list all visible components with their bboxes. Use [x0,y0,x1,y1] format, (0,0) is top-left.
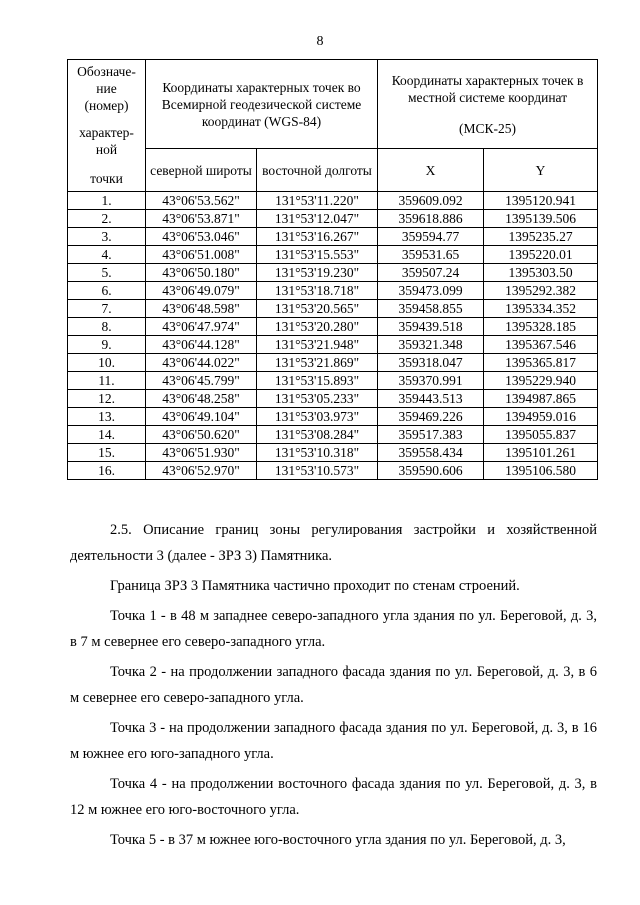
coordinates-table [67,59,598,480]
cell-x: 359321.348 [378,336,484,354]
cell-x: 359469.226 [378,408,484,426]
cell-x: 359473.099 [378,282,484,300]
cell-x: 359507.24 [378,264,484,282]
table-row [68,354,598,372]
cell-x: 359531.65 [378,246,484,264]
table-row [68,444,598,462]
cell-n: 13. [68,408,146,426]
cell-x: 359590.606 [378,462,484,480]
table-row [68,318,598,336]
table-row [68,192,598,210]
cell-n: 10. [68,354,146,372]
cell-lon: 131°53'05.233" [257,390,378,408]
cell-x: 359609.092 [378,192,484,210]
cell-x: 359618.886 [378,210,484,228]
cell-y: 1395334.352 [484,300,598,318]
cell-x: 359370.991 [378,372,484,390]
cell-y: 1395235.27 [484,228,598,246]
table-row [68,228,598,246]
paragraph: Точка 1 - в 48 м западнее северо-западного угла здания по ул. Береговой, д. 3, в 7 м севернее его северо-западного угла. [70,608,597,650]
cell-lon: 131°53'18.718" [257,282,378,300]
cell-lon: 131°53'21.948" [257,336,378,354]
cell-n: 6. [68,282,146,300]
cell-y: 1394959.016 [484,408,598,426]
cell-y: 1395139.506 [484,210,598,228]
cell-n: 1. [68,192,146,210]
header-designation [68,60,146,192]
cell-lon: 131°53'12.047" [257,210,378,228]
header-msk25-title: Координаты характерных точек в местной системе координат [391,72,584,105]
header-designation-line: Обозначе- [77,64,136,79]
cell-lat: 43°06'53.562" [146,192,257,210]
cell-lat: 43°06'47.974" [146,318,257,336]
cell-n: 15. [68,444,146,462]
cell-y: 1395328.185 [484,318,598,336]
cell-y: 1395055.837 [484,426,598,444]
coordinates-table-body [68,192,598,480]
cell-lon: 131°53'21.869" [257,354,378,372]
cell-lon: 131°53'20.280" [257,318,378,336]
cell-lon: 131°53'03.973" [257,408,378,426]
table-row [68,390,598,408]
cell-lon: 131°53'10.573" [257,462,378,480]
cell-lat: 43°06'51.930" [146,444,257,462]
section-heading-paragraph: 2.5. Описание границ зоны регулирования застройки и хозяйственной деятельности 3 (далее - ЗРЗ 3) Памятника. [70,522,597,564]
cell-lat: 43°06'53.871" [146,210,257,228]
cell-y: 1395101.261 [484,444,598,462]
cell-n: 16. [68,462,146,480]
cell-n: 14. [68,426,146,444]
cell-x: 359458.855 [378,300,484,318]
cell-lon: 131°53'08.284" [257,426,378,444]
header-north-latitude: северной широты [146,149,257,192]
cell-lon: 131°53'15.553" [257,246,378,264]
paragraph: Точка 4 - на продолжении восточного фасада здания по ул. Береговой, д. 3, в 12 м южнее его юго-восточного угла. [70,776,597,818]
cell-x: 359594.77 [378,228,484,246]
cell-lon: 131°53'19.230" [257,264,378,282]
paragraph: Точка 5 - в 37 м южнее юго-восточного угла здания по ул. Береговой, д. 3, [110,832,566,848]
description-text [70,517,597,853]
cell-y: 1395292.382 [484,282,598,300]
cell-y: 1395120.941 [484,192,598,210]
cell-lat: 43°06'48.258" [146,390,257,408]
cell-n: 5. [68,264,146,282]
table-row [68,462,598,480]
cell-y: 1395367.546 [484,336,598,354]
cell-n: 4. [68,246,146,264]
header-east-longitude: восточной долготы [257,149,378,192]
cell-n: 12. [68,390,146,408]
cell-lat: 43°06'49.104" [146,408,257,426]
cell-n: 3. [68,228,146,246]
cell-y: 1395365.817 [484,354,598,372]
cell-lat: 43°06'52.970" [146,462,257,480]
header-designation-line: ной [95,142,118,157]
cell-lon: 131°53'15.893" [257,372,378,390]
paragraph: Точка 2 - на продолжении западного фасада здания по ул. Береговой, д. 3, в 6 м севернее его северо-западного угла. [70,664,597,706]
cell-n: 2. [68,210,146,228]
cell-y: 1395303.50 [484,264,598,282]
table-row [68,210,598,228]
table-row [68,372,598,390]
cell-n: 7. [68,300,146,318]
header-wgs84: Координаты характерных точек во Всемирной геодезической системе координат (WGS-84) [146,60,378,149]
table-row [68,264,598,282]
cell-y: 1395220.01 [484,246,598,264]
table-row [68,426,598,444]
table-row [68,300,598,318]
cell-n: 11. [68,372,146,390]
cell-lon: 131°53'11.220" [257,192,378,210]
cell-lat: 43°06'48.598" [146,300,257,318]
table-row [68,282,598,300]
cell-x: 359443.513 [378,390,484,408]
header-designation-line: характер- [79,125,134,140]
cell-x: 359318.047 [378,354,484,372]
header-msk25-code: (МСК-25) [459,120,517,136]
header-x: X [378,149,484,192]
cell-x: 359558.434 [378,444,484,462]
cell-y: 1395106.580 [484,462,598,480]
cell-y: 1394987.865 [484,390,598,408]
table-row [68,336,598,354]
header-msk25 [378,60,598,149]
cell-lat: 43°06'50.620" [146,426,257,444]
cell-lon: 131°53'20.565" [257,300,378,318]
cell-lat: 43°06'53.046" [146,228,257,246]
cell-lat: 43°06'51.008" [146,246,257,264]
cell-lon: 131°53'10.318" [257,444,378,462]
cell-x: 359517.383 [378,426,484,444]
page-number: 8 [316,34,324,49]
header-designation-line: (номер) [84,98,129,113]
table-row [68,408,598,426]
header-designation-line: точки [90,171,123,186]
cell-lat: 43°06'44.128" [146,336,257,354]
cell-n: 9. [68,336,146,354]
cell-lat: 43°06'50.180" [146,264,257,282]
cell-x: 359439.518 [378,318,484,336]
paragraph: Точка 3 - на продолжении западного фасада здания по ул. Береговой, д. 3, в 16 м южнее его юго-западного угла. [70,720,597,762]
cell-n: 8. [68,318,146,336]
cell-y: 1395229.940 [484,372,598,390]
paragraph: Граница ЗРЗ 3 Памятника частично проходит по стенам строений. [110,578,520,594]
cell-lat: 43°06'45.799" [146,372,257,390]
cell-lat: 43°06'44.022" [146,354,257,372]
cell-lat: 43°06'49.079" [146,282,257,300]
cell-lon: 131°53'16.267" [257,228,378,246]
header-designation-line: ние [96,81,117,96]
header-y: Y [484,149,598,192]
table-row [68,246,598,264]
